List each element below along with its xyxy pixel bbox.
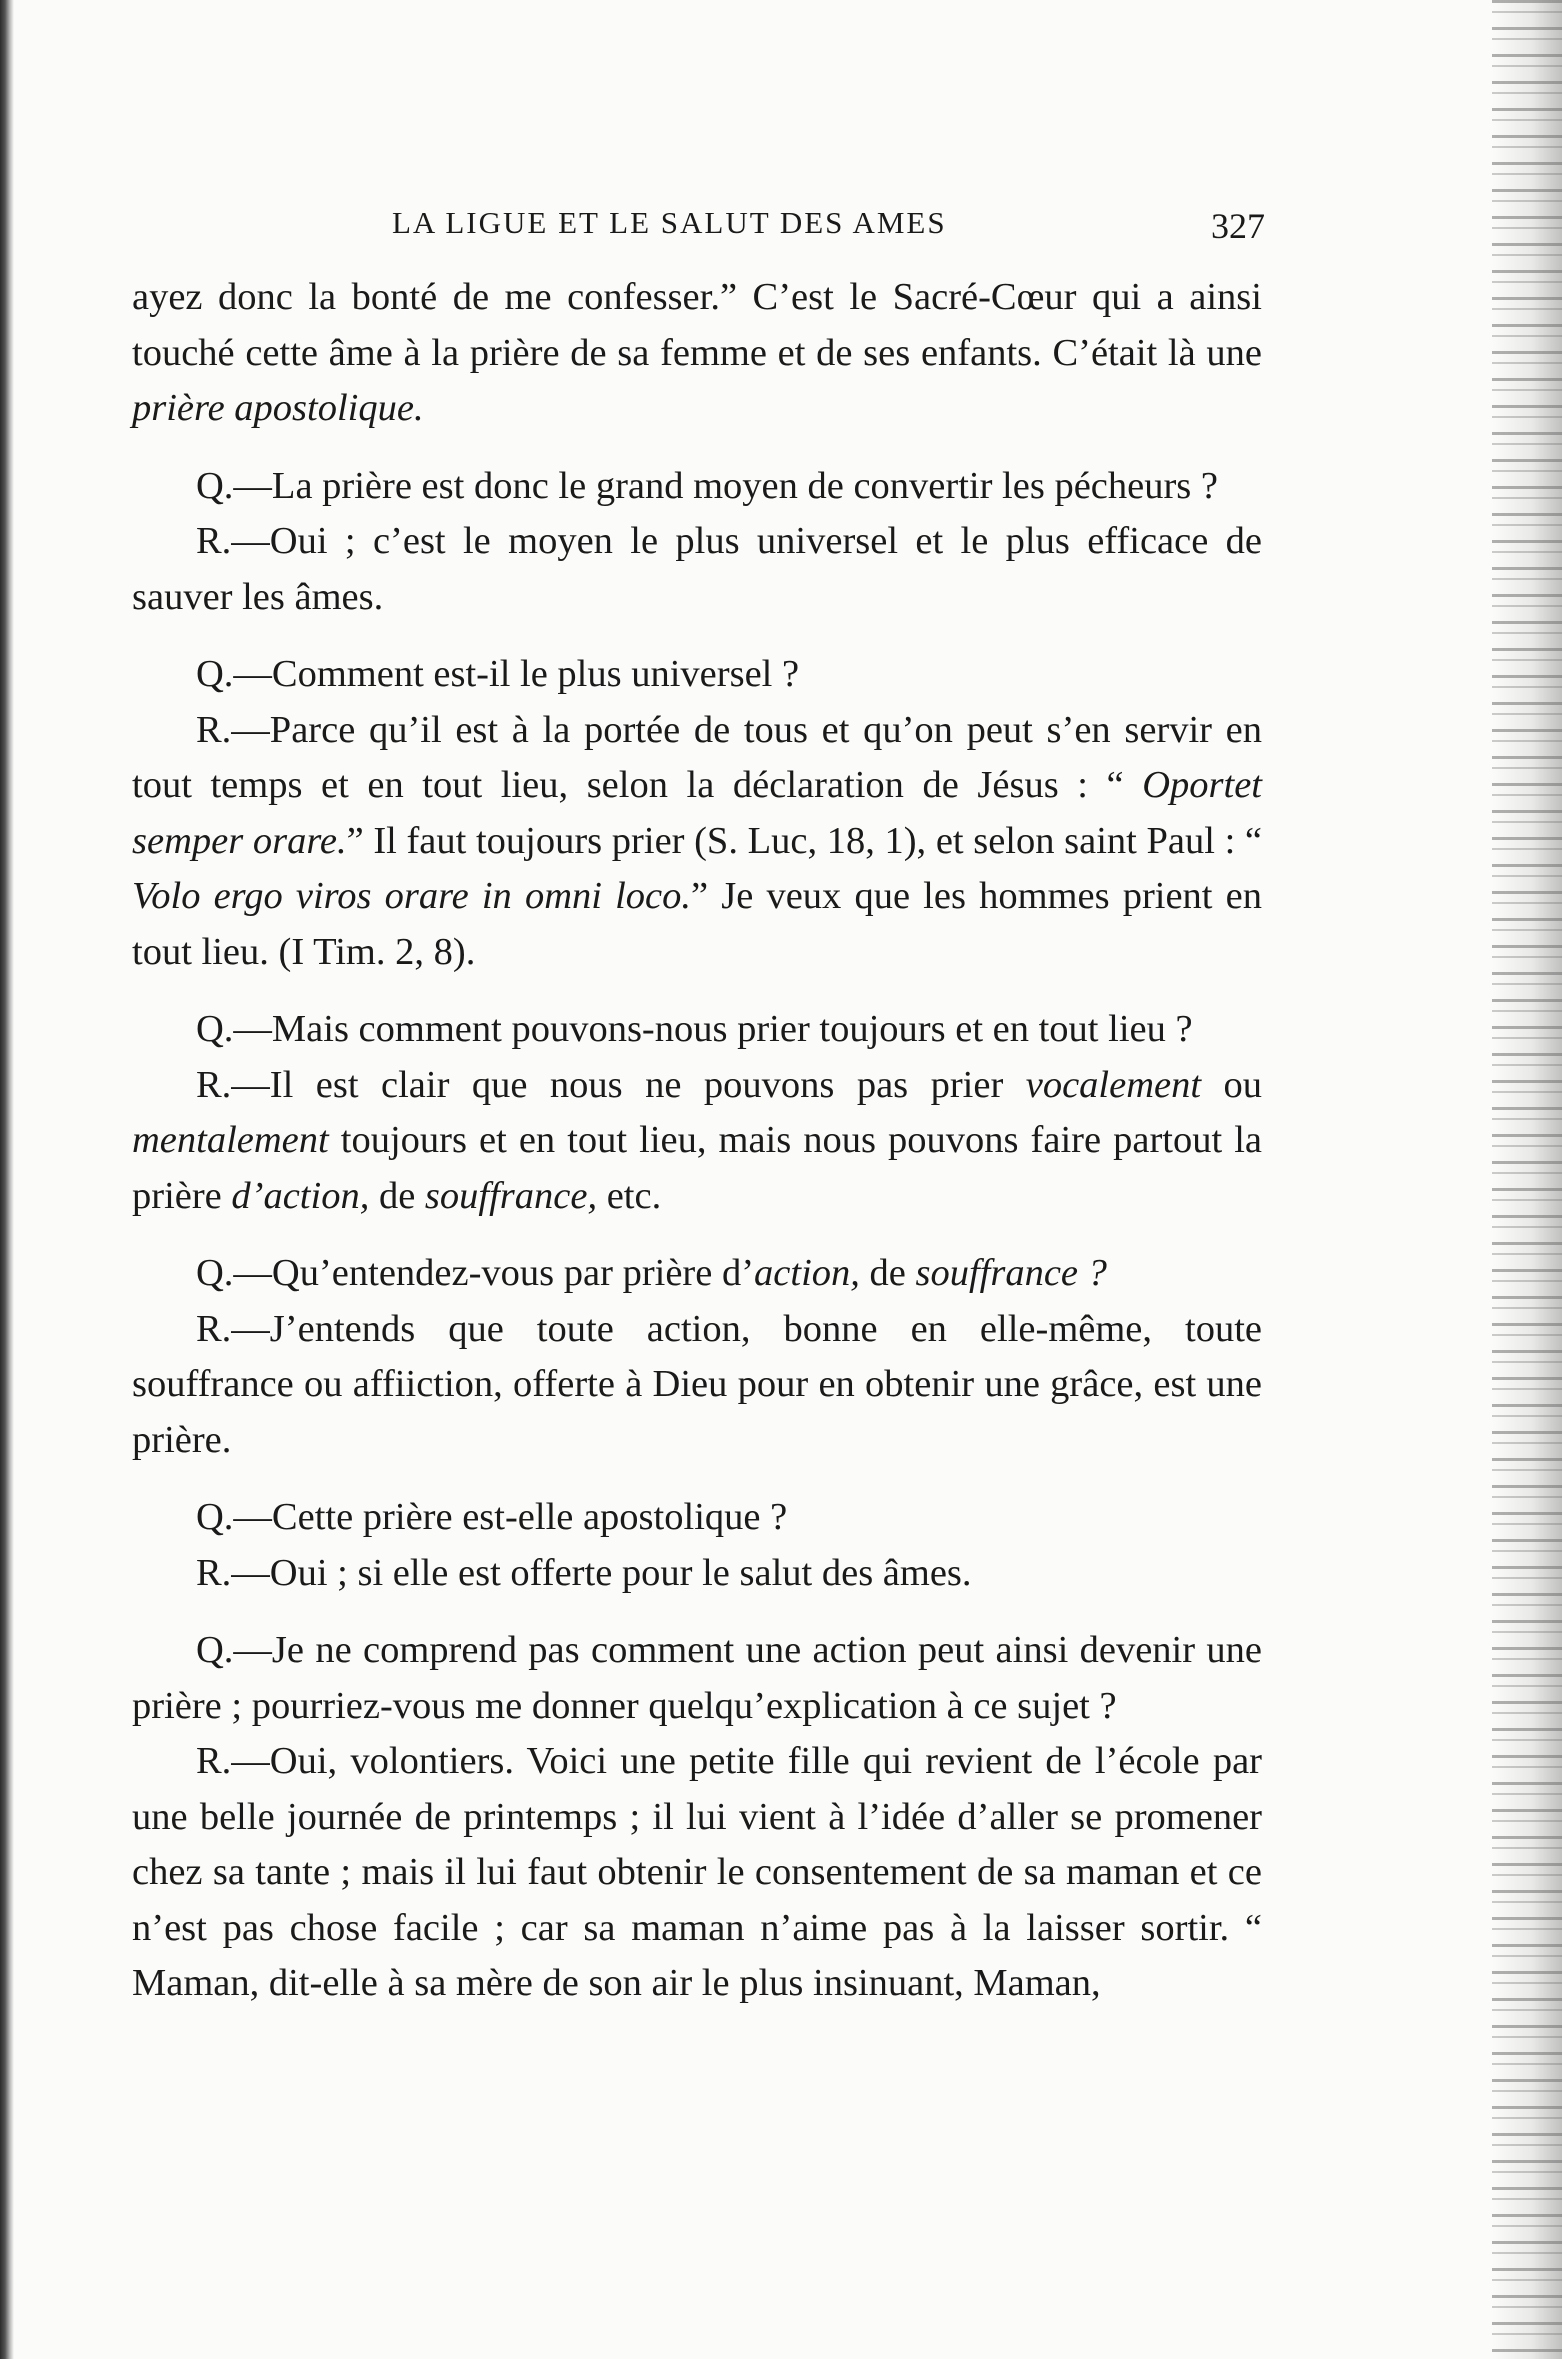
paragraph (132, 1734, 1262, 2012)
text-run: R.—Il est clair que nous ne pouvons pas prier (196, 1063, 1026, 1106)
paragraph (132, 514, 1262, 625)
text-run: Q.—La prière est donc le grand moyen de convertir les pécheurs ? (196, 464, 1218, 507)
running-title: LA LIGUE ET LE SALUT DES AMES (392, 205, 947, 240)
text-run: de (369, 1174, 425, 1217)
text-run: etc. (597, 1174, 662, 1217)
text-run: Q.—Cette prière est-elle apostolique ? (196, 1496, 788, 1538)
paragraph (132, 1246, 1262, 1302)
text-run: Q.—Mais comment pouvons-nous prier toujours et en tout lieu ? (196, 1008, 1193, 1050)
body-text (132, 270, 1262, 2012)
italic-text: d’action, (231, 1174, 370, 1217)
text-run: Q.—Qu’entendez-vous par prière d’ (196, 1252, 755, 1294)
text-run: Q.—Je ne comprend pas comment une action peut ainsi devenir une prière ; pourriez-vous me donner quelqu’explication à ce sujet ? (132, 1629, 1262, 1727)
text-run: R.—Oui ; c’est le moyen le plus universel et le plus efficace de sauver les âmes. (132, 520, 1262, 618)
italic-text: prière apostolique. (132, 387, 424, 429)
page-header (130, 205, 1265, 255)
text-run: ” Il faut toujours prier (S. Luc, 18, 1), et selon saint Paul : “ (346, 819, 1262, 862)
italic-text: souffrance, (424, 1174, 598, 1217)
italic-text: action, (754, 1252, 860, 1294)
text-run: de (859, 1252, 916, 1294)
paragraph (132, 1546, 1262, 1602)
text-run: ” Je veux que les hommes prient en tout lieu. (I Tim. 2, 8). (132, 875, 1262, 973)
italic-text: vocalement (1025, 1063, 1202, 1106)
italic-text: Volo ergo viros orare in omni loco. (132, 875, 692, 917)
paragraph (132, 1302, 1262, 1469)
text-run: Q.—Comment est-il le plus universel ? (196, 653, 800, 695)
binding-edge (0, 0, 14, 2359)
paragraph (132, 1490, 1262, 1546)
page-number: 327 (1211, 206, 1265, 246)
paragraph (132, 1002, 1262, 1058)
text-run: R.—Oui ; si elle est offerte pour le salut des âmes. (196, 1551, 972, 1594)
page-edge (1492, 0, 1562, 2359)
italic-text: souffrance ? (915, 1252, 1107, 1294)
text-run: R.—J’entends que toute action, bonne en elle-même, toute souffrance ou affiiction, offerte à Dieu pour en obtenir une grâce, est une prière. (132, 1307, 1262, 1461)
paragraph (132, 270, 1262, 437)
paragraph (132, 1623, 1262, 1734)
italic-text: Oportet semper orare. (132, 764, 1262, 862)
italic-text: mentalement (132, 1119, 329, 1161)
text-run: ou (1201, 1063, 1263, 1106)
paragraph (132, 459, 1262, 515)
paragraph (132, 703, 1262, 981)
text-run: R.—Oui, volontiers. Voici une petite fille qui revient de l’école par une belle journée de printemps ; il lui vient à l’idée d’aller se promener chez sa tante ; mais il lui faut obtenir le consentement de sa maman et ce n’est pas chose facile ; car sa maman n’aime pas à la laisser sortir. “ Maman, dit-elle à sa mère de son air le plus insinuant, Maman, (132, 1740, 1262, 2004)
text-run: toujours et en tout lieu, mais nous pouvons faire partout la prière (132, 1119, 1262, 1217)
text-run: ayez donc la bonté de me confesser.” C’est le Sacré-Cœur qui a ainsi touché cette âme à la prière de sa femme et de ses enfants. C’était là une (132, 276, 1262, 374)
paragraph (132, 1058, 1262, 1225)
text-run: R.—Parce qu’il est à la portée de tous et qu’on peut s’en servir en tout temps et en tout lieu, selon la déclaration de Jésus : “ (132, 708, 1262, 806)
paragraph (132, 647, 1262, 703)
